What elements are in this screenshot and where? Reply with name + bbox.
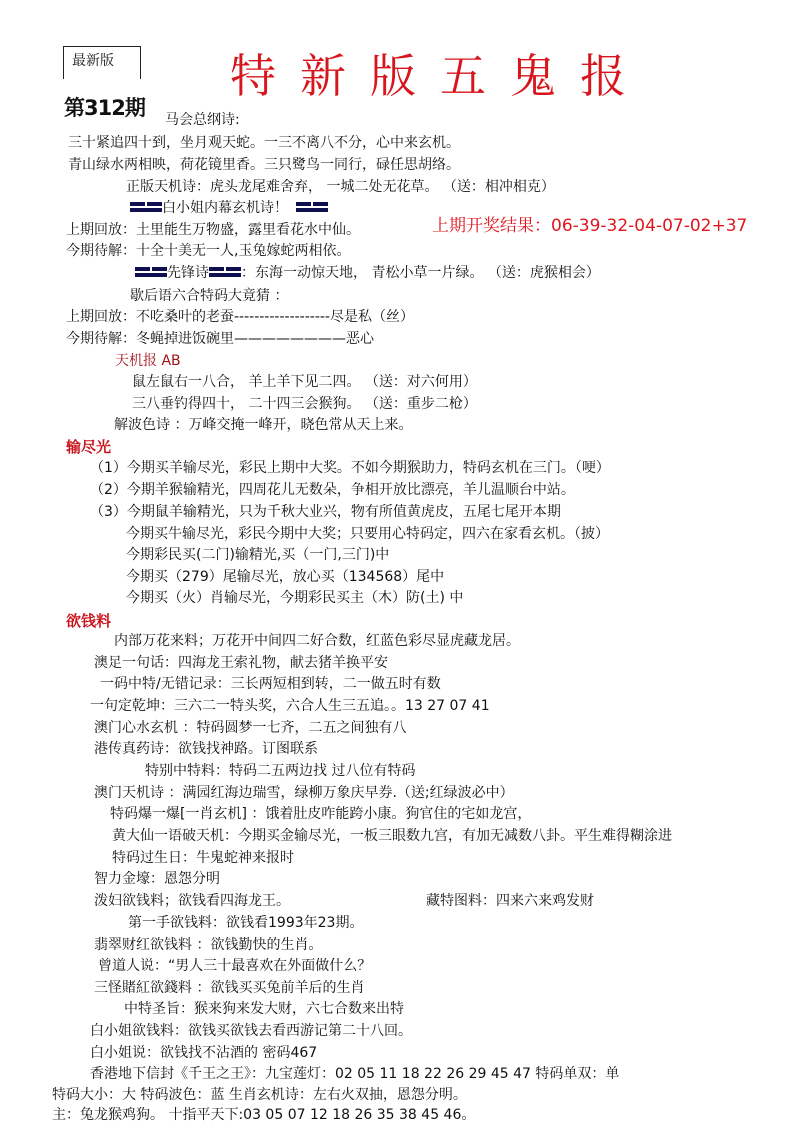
tianji-line: 鼠左鼠右一八合， 羊上羊下见二四。 （送：对六何用）	[132, 374, 477, 390]
edition-badge-label: 最新版	[72, 53, 114, 69]
yuqian-line: 澳门心水玄机 ：特码圆梦一七齐，二五之间独有八	[94, 720, 407, 736]
yuqian-line: 特码爆一爆[一肖玄机] ：饿着肚皮咋能跨小康。狗官住的宅如龙宫，	[110, 806, 532, 822]
tianji-line: 三八垂钓得四十， 二十四三会猴狗。 （送：重步二枪）	[132, 396, 477, 412]
shujinguang-line: （2）今期羊猴输精光，四周花儿无数朵，争相开放比漂亮，羊儿温顺台中站。	[90, 482, 575, 498]
shujinguang-line: 今期买（火）肖输尽光，今期彩民买主（木）防(土) 中	[126, 590, 464, 606]
yuqian-line: 中特圣旨：猴来狗来发大财，六七合数来出特	[124, 1001, 404, 1017]
this-period-riddle: 今期待解：冬蝇掉进饭碗里————————恶心	[66, 331, 374, 347]
shujinguang-line: （3）今期鼠羊输精光，只为千秋大业兴，物有所值黄虎皮，五尾七尾开本期	[90, 504, 561, 520]
poem-line: 青山绿水两相映，荷花镜里香。三只鹭鸟一同行，碌任思胡络。	[68, 157, 460, 173]
this-period-poem: 今期待解：十全十美无一人,玉兔嫁蛇两相依。	[66, 243, 351, 259]
yuqian-line: 澳门天机诗 ：满园红海边瑞雪，绿柳万象庆早券.（送;红绿波必中）	[94, 785, 514, 801]
xianfeng-text: ：东海一动惊天地， 青松小草一片绿。 （送：虎猴相会）	[241, 265, 600, 281]
double-bar-icon	[296, 200, 328, 214]
issue-number: 第312期	[64, 96, 145, 120]
poem-line: 三十紧追四十到，坐月观天蛇。一三不离八不分，心中来玄机。	[68, 135, 460, 151]
shujinguang-line: 今期买（279）尾输尽光，放心买（134568）尾中	[126, 569, 445, 585]
last-result	[432, 215, 747, 237]
tianji-title: 天机报 AB	[115, 353, 181, 369]
yuqian-line: 一句定乾坤：三六二一特头奖，六合人生三五追。。13 27 07 41	[90, 698, 490, 714]
shujinguang-line: （1）今期买羊输尽光，彩民上期中大奖。不如今期猴助力，特码玄机在三门。（哽）	[90, 460, 610, 476]
yuqian-line: 特别中特料：特码二五两边找 过八位有特码	[145, 763, 416, 779]
page-title: 特新版五鬼报	[230, 49, 650, 103]
bai-xiaojie-heading	[130, 199, 328, 217]
xianfeng-poem	[135, 264, 600, 282]
yuqian-line: 一码中特/无错记录：三长两短相到转，二一做五时有数	[100, 676, 441, 692]
zhengban-poem: 正版天机诗：虎头龙尾难舍弃， 一城二处无花草。 （送：相冲相克）	[126, 179, 555, 195]
yuqian-line: 特码大小：大 特码波色：蓝 生肖玄机诗：左右火双抽，恩怨分明。	[52, 1087, 467, 1103]
yuqian-line: 主：兔龙猴鸡狗。 十指平天下:03 05 07 12 18 26 35 38 45 46。	[52, 1107, 476, 1122]
xianfeng-label: 先锋诗	[167, 265, 209, 281]
yuqian-line: 第一手欲钱料：欲钱看1993年23期。	[128, 915, 364, 931]
yuqian-line: 黄大仙一语破天机：今期买金输尽光，一板三眼数九宫，有加无减数八卦。平生难得糊涂进	[112, 828, 672, 844]
jiebo-poem: 解波色诗 ：万峰交掩一峰开，晓色常从天上来。	[114, 417, 413, 433]
yuqian-line: 白小姐说：欲钱找不沾酒的 密码467	[90, 1045, 318, 1061]
shujinguang-line: 今期买牛输尽光，彩民今期中大奖；只要用心特码定，四六在家看玄机。（披）	[126, 526, 609, 542]
bai-xiaojie-title: 白小姐内幕玄机诗！	[162, 200, 288, 216]
edition-badge	[63, 46, 141, 79]
section-title-shujinguang: 输尽光	[66, 438, 112, 456]
xiehouyu-title: 歇后语六合特码大竟猜 ：	[130, 288, 289, 304]
last-result-numbers: 06-39-32-04-07-02+37	[551, 216, 748, 236]
yuqian-line: 曾道人说：“男人三十最喜欢在外面做什么？	[98, 958, 372, 974]
yuqian-line: 内部万花来料；万花开中间四二好合数，红蓝色彩尽显虎藏龙居。	[114, 633, 520, 649]
shujinguang-line: 今期彩民买(二门)输精光,买（一门,三门)中	[126, 547, 390, 563]
yuqian-line: 翡翠财红欲钱料 ：欲钱勤快的生肖。	[94, 937, 323, 953]
double-bar-icon	[135, 265, 167, 279]
double-bar-icon	[130, 200, 162, 214]
yuqian-line: 白小姐欲钱料：欲钱买欲钱去看西游记第二十八回。	[90, 1023, 412, 1039]
last-review-riddle: 上期回放：不吃桑叶的老蚕-------------------尽是私（丝）	[66, 309, 414, 325]
poem-subtitle: 马会总纲诗:	[165, 112, 240, 128]
last-result-label: 上期开奖结果：	[432, 216, 551, 236]
yuqian-line: 澳足一句话：四海龙王索礼物，献去猪羊换平安	[94, 655, 388, 671]
yuqian-line: 藏特图料：四来六来鸡发财	[426, 893, 594, 909]
section-title-yuqianliao: 欲钱料	[66, 612, 112, 630]
yuqian-line: 智力金壕：恩怨分明	[94, 871, 220, 887]
yuqian-line: 香港地下信封《千王之王》：九宝莲灯：02 05 11 18 22 26 29 45 47 特码单双：单	[90, 1066, 620, 1082]
yuqian-line: 特码过生日：牛鬼蛇神来报时	[112, 850, 294, 866]
yuqian-line: 三怪賭紅欲錢料 ：欲钱买买兔前羊后的生肖	[94, 980, 365, 996]
yuqian-line: 泼妇欲钱料；欲钱看四海龙王。	[94, 893, 290, 909]
yuqian-line: 港传真药诗：欲钱找神路。订图联系	[94, 741, 318, 757]
double-bar-icon	[209, 265, 241, 279]
last-review-poem: 上期回放：土里能生万物盛，露里看花水中仙。	[66, 222, 360, 238]
